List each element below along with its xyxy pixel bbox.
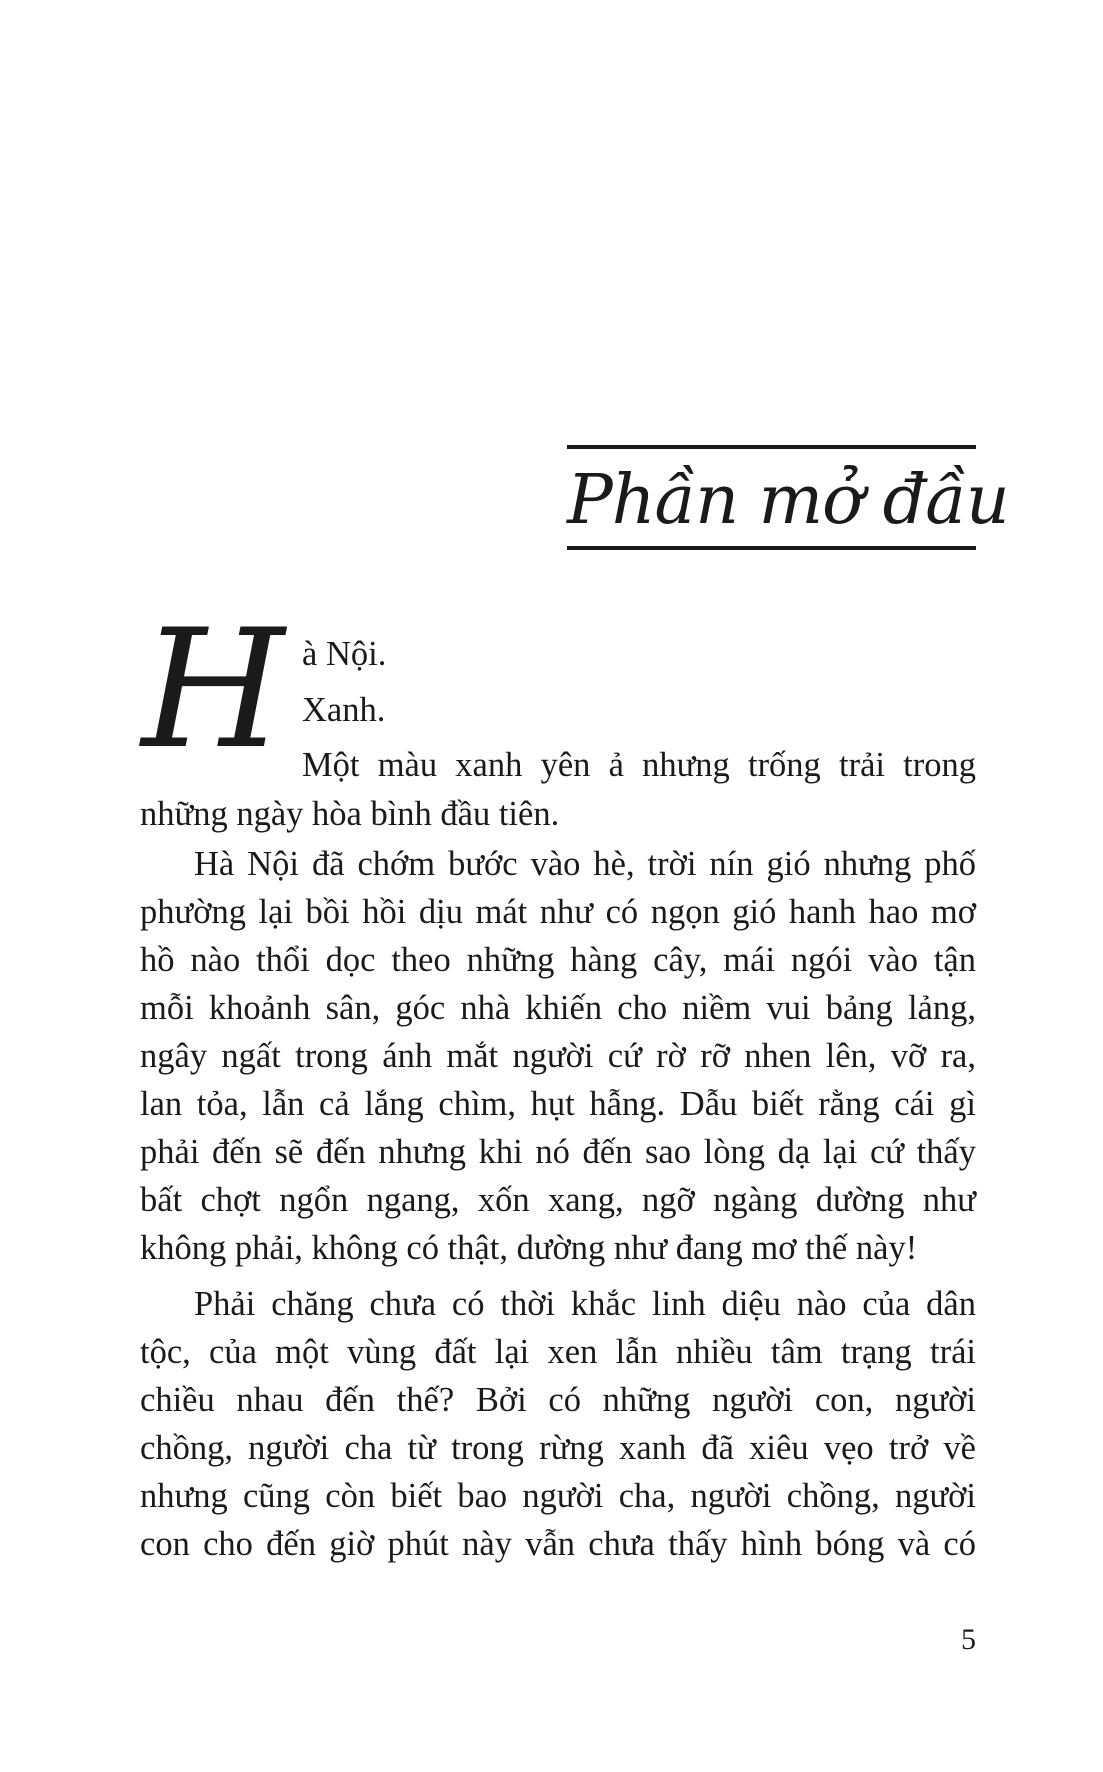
intro-line: Xanh. [302,691,386,729]
text-line: hồ nào thổi dọc theo những hàng cây, mái ngói vào tận [140,941,976,979]
text-line: ngây ngất trong ánh mắt người cứ rờ rỡ nhen lên, vỡ ra, [140,1037,976,1075]
text-line: lan tỏa, lẫn cả lắng chìm, hụt hẫng. Dẫu biết rằng cái gì [140,1085,976,1123]
intro-line: Một màu xanh yên ả nhưng trống trải trong [302,746,976,784]
text-line: Phải chăng chưa có thời khắc linh diệu nào của dân [194,1285,976,1323]
text-line: tộc, của một vùng đất lại xen lẫn nhiều tâm trạng trái [140,1333,976,1371]
page-number: 5 [961,1623,976,1656]
text-line: bất chợt ngổn ngang, xốn xang, ngỡ ngàng dường như [140,1181,976,1219]
text-line: mỗi khoảnh sân, góc nhà khiến cho niềm vui bảng lảng, [140,989,976,1027]
text-line: con cho đến giờ phút này vẫn chưa thấy hình bóng và có [140,1525,976,1563]
text-line: chồng, người cha từ trong rừng xanh đã xiêu vẹo trở về [140,1429,976,1467]
text-line: phường lại bồi hồi dịu mát như có ngọn gió hanh hao mơ [140,893,976,931]
intro-line: à Nội. [302,635,387,673]
title-rule-bottom [567,546,976,550]
drop-cap: H [141,594,285,785]
intro-line: những ngày hòa bình đầu tiên. [140,795,560,833]
chapter-title: Phần mở đầu [567,461,1009,540]
text-line: phải đến sẽ đến nhưng khi nó đến sao lòng dạ lại cứ thấy [140,1133,976,1171]
text-line: không phải, không có thật, dường như đang mơ thế này! [140,1229,918,1267]
title-rule-top [567,445,976,449]
text-line: chiều nhau đến thế? Bởi có những người con, người [140,1381,976,1419]
text-line: nhưng cũng còn biết bao người cha, người chồng, người [140,1477,976,1515]
text-line: Hà Nội đã chớm bước vào hè, trời nín gió nhưng phố [194,845,976,883]
